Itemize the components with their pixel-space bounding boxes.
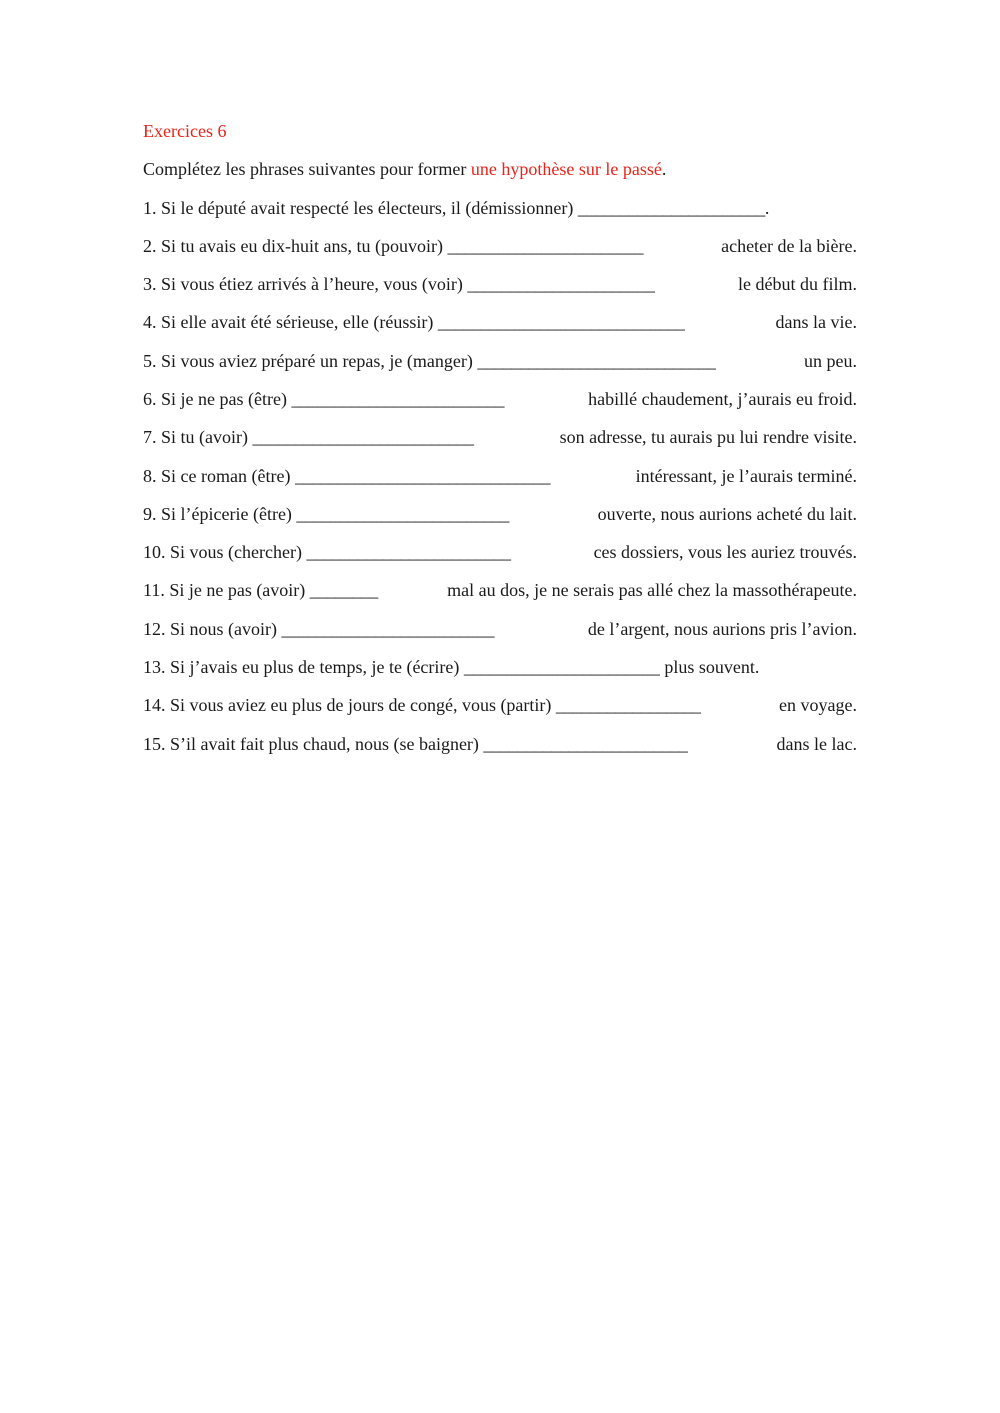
- answer-blank: _________________________: [291, 388, 504, 409]
- exercise-title: Exercices 6: [143, 121, 227, 141]
- answer-blank: ________: [309, 580, 378, 601]
- sentence-head: 7. Si tu (avoir): [143, 427, 253, 448]
- sentence-10: [143, 533, 857, 571]
- worksheet: [143, 112, 857, 763]
- sentence-3: [143, 265, 857, 303]
- sentence-8: [143, 457, 857, 495]
- sentence-head: 10. Si vous (chercher): [143, 542, 307, 563]
- answer-blank: _________________________: [281, 618, 494, 639]
- sentence-head: 3. Si vous étiez arrivés à l’heure, vous (voir): [143, 274, 468, 295]
- sentence-15: [143, 725, 857, 763]
- sentence-13: [143, 648, 857, 686]
- sentence-tail: dans la vie.: [775, 312, 857, 333]
- sentence-tail: intéressant, je l’aurais terminé.: [635, 465, 857, 486]
- sentence-tail: habillé chaudement, j’aurais eu froid.: [588, 388, 857, 409]
- instruction-prefix: Complétez les phrases suivantes pour former: [143, 159, 471, 179]
- answer-blank: __________________________: [252, 427, 474, 448]
- sentence-tail: acheter de la bière.: [721, 235, 857, 256]
- sentence-5: [143, 342, 857, 380]
- sentence-tail: plus souvent.: [664, 657, 760, 678]
- sentence-head: 5. Si vous aviez préparé un repas, je (manger): [143, 350, 478, 371]
- sentence-tail: de l’argent, nous aurions pris l’avion.: [587, 618, 857, 639]
- sentence-tail: .: [764, 197, 770, 218]
- instruction-suffix: .: [661, 159, 667, 179]
- answer-blank: ____________________________: [477, 350, 716, 371]
- answer-blank: ________________________: [306, 542, 511, 563]
- sentence-tail: dans le lac.: [776, 733, 857, 754]
- answer-blank: _______________________: [463, 657, 660, 678]
- sentence-head: 4. Si elle avait été sérieuse, elle (réussir): [143, 312, 438, 333]
- answer-blank: ________________________: [483, 733, 688, 754]
- sentence-12: [143, 610, 857, 648]
- sentence-head: 2. Si tu avais eu dix-huit ans, tu (pouvoir): [143, 235, 448, 256]
- sentence-tail: son adresse, tu aurais pu lui rendre visite.: [559, 427, 857, 448]
- sentence-head: 1. Si le député avait respecté les électeurs, il (démissionner): [143, 197, 578, 218]
- sentence-head: 6. Si je ne pas (être): [143, 388, 292, 409]
- sentence-11: [143, 571, 857, 609]
- sentence-tail: un peu.: [804, 350, 857, 371]
- answer-blank: _________________________: [296, 503, 509, 524]
- sentence-tail: en voyage.: [779, 695, 857, 716]
- sentence-6: [143, 380, 857, 418]
- sentence-14: [143, 686, 857, 724]
- sentence-tail: ces dossiers, vous les auriez trouvés.: [593, 542, 857, 563]
- answer-blank: _______________________: [447, 235, 643, 256]
- sentence-tail: ouverte, nous aurions acheté du lait.: [597, 503, 857, 524]
- answer-blank: ______________________________: [294, 465, 550, 486]
- sentence-head: 8. Si ce roman (être): [143, 465, 295, 486]
- sentence-head: 15. S’il avait fait plus chaud, nous (se baigner): [143, 733, 484, 754]
- sentence-tail: mal au dos, je ne serais pas allé chez la massothérapeute.: [447, 580, 857, 601]
- sentence-head: 14. Si vous aviez eu plus de jours de congé, vous (partir): [143, 695, 556, 716]
- instruction: [143, 150, 857, 189]
- sentence-tail: le début du film.: [738, 274, 857, 295]
- answer-blank: _________________: [555, 695, 701, 716]
- instruction-highlight: une hypothèse sur le passé: [470, 159, 662, 179]
- answer-blank: ______________________: [467, 274, 655, 295]
- sentence-2: [143, 227, 857, 265]
- sentence-head: 9. Si l’épicerie (être): [143, 503, 297, 524]
- sentence-7: [143, 418, 857, 456]
- sentence-head: 11. Si je ne pas (avoir): [143, 580, 310, 601]
- answer-blank: _____________________________: [437, 312, 685, 333]
- sentence-9: [143, 495, 857, 533]
- sentence-1: [143, 189, 857, 227]
- answer-blank: ______________________: [577, 197, 765, 218]
- sentence-head: 13. Si j’avais eu plus de temps, je te (écrire): [143, 657, 464, 678]
- sentence-head: 12. Si nous (avoir): [143, 618, 282, 639]
- sentence-4: [143, 303, 857, 341]
